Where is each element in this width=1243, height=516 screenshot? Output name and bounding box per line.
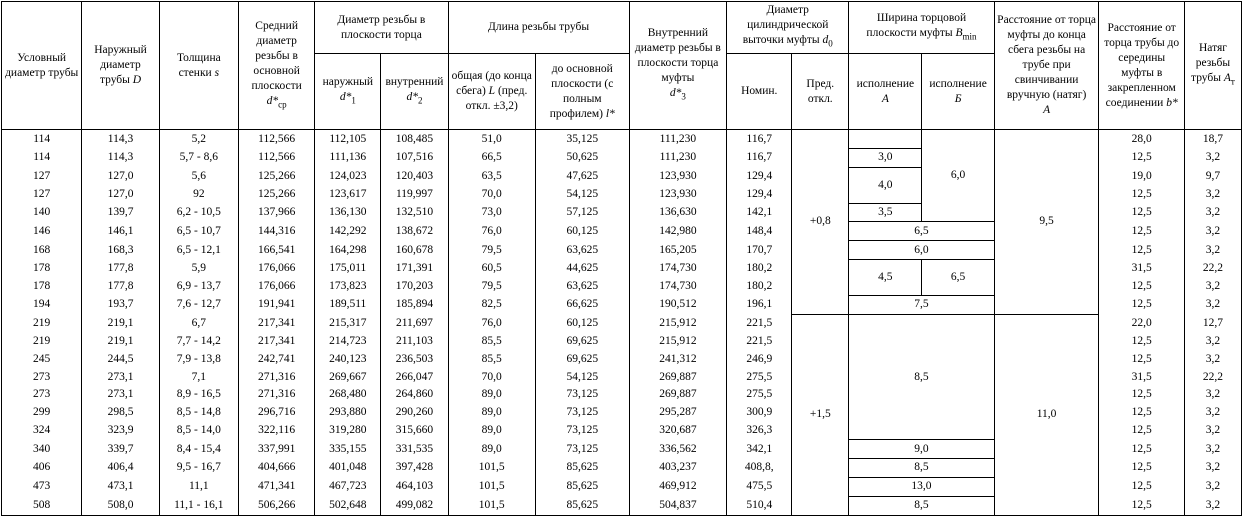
cell-wall: 8,4 - 15,4 <box>159 440 238 459</box>
cell-nominal: 273 <box>2 386 82 404</box>
cell-inner-d: 174,730 <box>629 278 727 296</box>
cell-mean-d: 337,991 <box>238 440 314 459</box>
cell-interference: 3,2 <box>1184 422 1241 440</box>
cell-inner-d: 136,630 <box>629 203 727 222</box>
cell-inner-d: 269,887 <box>629 386 727 404</box>
cell-inner-d: 504,837 <box>629 496 727 515</box>
cell-interference: 3,2 <box>1184 203 1241 222</box>
cell-bore-nom: 180,2 <box>727 260 792 278</box>
cell-thread-outer: 214,723 <box>315 332 381 350</box>
table-row <box>2 314 1242 332</box>
cell-distance-middle: 12,5 <box>1099 332 1184 350</box>
cell-interference: 3,2 <box>1184 185 1241 203</box>
cell-interference: 3,2 <box>1184 241 1241 260</box>
cell-face-width: 4,5 <box>849 260 922 296</box>
cell-thread-inner: 119,997 <box>381 185 448 203</box>
cell-interference: 3,2 <box>1184 296 1241 315</box>
cell-wall: 7,1 <box>159 368 238 386</box>
cell-interference: 22,2 <box>1184 368 1241 386</box>
cell-distance-middle: 12,5 <box>1099 222 1184 241</box>
cell-thread-inner: 171,391 <box>381 260 448 278</box>
cell-nominal: 245 <box>2 350 82 368</box>
cell-distance-middle: 12,5 <box>1099 148 1184 167</box>
cell-thread-inner: 120,403 <box>381 167 448 185</box>
cell-thread-inner: 107,516 <box>381 148 448 167</box>
cell-interference: 3,2 <box>1184 440 1241 459</box>
cell-mean-d: 296,716 <box>238 404 314 422</box>
cell-nominal: 406 <box>2 459 82 478</box>
cell-nominal: 168 <box>2 241 82 260</box>
cell-interference: 3,2 <box>1184 332 1241 350</box>
cell-inner-d: 403,237 <box>629 459 727 478</box>
cell-outer-d: 114,3 <box>82 148 159 167</box>
cell-len-base: 85,625 <box>535 477 629 496</box>
cell-face-width: 9,0 <box>849 440 994 459</box>
cell-mean-d: 471,341 <box>238 477 314 496</box>
cell-nominal: 127 <box>2 167 82 185</box>
cell-interference: 3,2 <box>1184 148 1241 167</box>
cell-mean-d: 176,066 <box>238 278 314 296</box>
cell-interference: 22,2 <box>1184 260 1241 278</box>
cell-outer-d: 168,3 <box>82 241 159 260</box>
cell-distance-middle: 12,5 <box>1099 296 1184 315</box>
cell-mean-d: 217,341 <box>238 332 314 350</box>
cell-inner-d: 142,980 <box>629 222 727 241</box>
cell-len-base: 60,125 <box>535 314 629 332</box>
cell-distance-middle: 12,5 <box>1099 496 1184 515</box>
cell-thread-outer: 215,317 <box>315 314 381 332</box>
cell-bore-nom: 116,7 <box>727 130 792 149</box>
table-row <box>2 130 1242 149</box>
cell-distance-middle: 19,0 <box>1099 167 1184 185</box>
thread-dimensions-table <box>1 1 1242 516</box>
cell-distance-thread-end: 9,5 <box>994 130 1099 315</box>
cell-len-base: 73,125 <box>535 422 629 440</box>
header-thread-length-group: Длина резьбы трубы <box>448 2 629 54</box>
cell-face-width: 8,5 <box>849 496 994 515</box>
cell-len-total: 79,5 <box>448 241 535 260</box>
cell-outer-d: 323,9 <box>82 422 159 440</box>
cell-mean-d: 112,566 <box>238 148 314 167</box>
cell-wall: 92 <box>159 185 238 203</box>
cell-distance-middle: 31,5 <box>1099 368 1184 386</box>
cell-thread-outer: 269,667 <box>315 368 381 386</box>
cell-face-width <box>849 130 922 149</box>
cell-mean-d: 176,066 <box>238 260 314 278</box>
cell-len-base: 44,625 <box>535 260 629 278</box>
table-header <box>2 2 1242 130</box>
cell-thread-outer: 142,292 <box>315 222 381 241</box>
header-bore-group: Диаметр цилиндрической выточки муфты $d_0$ <box>727 2 849 54</box>
cell-inner-d: 241,312 <box>629 350 727 368</box>
cell-mean-d: 404,666 <box>238 459 314 478</box>
cell-len-base: 63,625 <box>535 278 629 296</box>
cell-inner-d: 111,230 <box>629 130 727 149</box>
cell-interference: 3,2 <box>1184 477 1241 496</box>
cell-outer-d: 273,1 <box>82 386 159 404</box>
cell-outer-d: 177,8 <box>82 260 159 278</box>
cell-len-total: 89,0 <box>448 422 535 440</box>
cell-inner-d: 123,930 <box>629 185 727 203</box>
cell-bore-nom: 221,5 <box>727 332 792 350</box>
cell-face-width: 6,0 <box>849 241 994 260</box>
cell-thread-outer: 240,123 <box>315 350 381 368</box>
cell-thread-inner: 397,428 <box>381 459 448 478</box>
cell-wall: 7,7 - 14,2 <box>159 332 238 350</box>
cell-nominal: 194 <box>2 296 82 315</box>
cell-len-total: 63,5 <box>448 167 535 185</box>
cell-thread-outer: 112,105 <box>315 130 381 149</box>
cell-thread-outer: 173,823 <box>315 278 381 296</box>
cell-len-total: 51,0 <box>448 130 535 149</box>
cell-wall: 6,5 - 10,7 <box>159 222 238 241</box>
header-thread-outer: наружный $d*_1$ <box>315 54 381 130</box>
cell-inner-d: 123,930 <box>629 167 727 185</box>
cell-len-base: 63,625 <box>535 241 629 260</box>
cell-thread-inner: 108,485 <box>381 130 448 149</box>
cell-bore-nom: 275,5 <box>727 386 792 404</box>
cell-thread-inner: 138,672 <box>381 222 448 241</box>
cell-len-base: 54,125 <box>535 185 629 203</box>
cell-bore-nom: 116,7 <box>727 148 792 167</box>
cell-nominal: 340 <box>2 440 82 459</box>
header-bore-nominal: Номин. <box>727 54 792 130</box>
cell-thread-inner: 211,697 <box>381 314 448 332</box>
cell-face-width: 6,5 <box>849 222 994 241</box>
cell-interference: 3,2 <box>1184 459 1241 478</box>
cell-outer-d: 273,1 <box>82 368 159 386</box>
cell-len-total: 70,0 <box>448 368 535 386</box>
cell-inner-d: 295,287 <box>629 404 727 422</box>
cell-len-base: 73,125 <box>535 404 629 422</box>
cell-nominal: 114 <box>2 148 82 167</box>
cell-interference: 3,2 <box>1184 222 1241 241</box>
cell-len-total: 76,0 <box>448 222 535 241</box>
cell-outer-d: 298,5 <box>82 404 159 422</box>
cell-distance-middle: 12,5 <box>1099 386 1184 404</box>
header-distance-thread-end: Расстояние от торца муфты до конца сбега резьбы на трубе при свинчивании вручную (натяг) A <box>994 2 1099 130</box>
cell-inner-d: 320,687 <box>629 422 727 440</box>
cell-len-base: 66,625 <box>535 296 629 315</box>
cell-inner-d: 165,205 <box>629 241 727 260</box>
cell-thread-inner: 132,510 <box>381 203 448 222</box>
header-mean-diameter: Средний диаметр резьбы в основной плоскости $d*_{ср}$ <box>238 2 314 130</box>
cell-bore-nom: 221,5 <box>727 314 792 332</box>
cell-len-base: 60,125 <box>535 222 629 241</box>
header-face-b: исполнение Б <box>922 54 994 130</box>
cell-outer-d: 508,0 <box>82 496 159 515</box>
cell-mean-d: 112,566 <box>238 130 314 149</box>
cell-nominal: 114 <box>2 130 82 149</box>
cell-thread-outer: 123,617 <box>315 185 381 203</box>
cell-face-width: 8,5 <box>849 459 994 478</box>
cell-outer-d: 219,1 <box>82 332 159 350</box>
cell-bore-nom: 246,9 <box>727 350 792 368</box>
cell-mean-d: 137,966 <box>238 203 314 222</box>
cell-mean-d: 125,266 <box>238 185 314 203</box>
cell-inner-d: 215,912 <box>629 332 727 350</box>
cell-len-total: 85,5 <box>448 350 535 368</box>
cell-bore-nom: 129,4 <box>727 167 792 185</box>
cell-face-width: 6,0 <box>922 130 994 222</box>
cell-bore-nom: 170,7 <box>727 241 792 260</box>
cell-nominal: 299 <box>2 404 82 422</box>
cell-outer-d: 339,7 <box>82 440 159 459</box>
cell-wall: 6,5 - 12,1 <box>159 241 238 260</box>
cell-len-base: 69,625 <box>535 350 629 368</box>
cell-nominal: 178 <box>2 278 82 296</box>
cell-thread-outer: 124,023 <box>315 167 381 185</box>
cell-len-total: 73,0 <box>448 203 535 222</box>
cell-face-width: 3,5 <box>849 203 922 222</box>
cell-inner-d: 336,562 <box>629 440 727 459</box>
cell-outer-d: 473,1 <box>82 477 159 496</box>
cell-face-width: 13,0 <box>849 477 994 496</box>
cell-thread-outer: 319,280 <box>315 422 381 440</box>
cell-len-base: 47,625 <box>535 167 629 185</box>
cell-thread-inner: 264,860 <box>381 386 448 404</box>
cell-mean-d: 271,316 <box>238 386 314 404</box>
cell-wall: 7,6 - 12,7 <box>159 296 238 315</box>
header-face-a: исполнение А <box>849 54 922 130</box>
cell-distance-middle: 12,5 <box>1099 404 1184 422</box>
cell-bore-nom: 475,5 <box>727 477 792 496</box>
cell-distance-middle: 28,0 <box>1099 130 1184 149</box>
cell-face-width: 3,0 <box>849 148 922 167</box>
cell-len-total: 66,5 <box>448 148 535 167</box>
cell-face-width: 7,5 <box>849 296 994 315</box>
cell-thread-inner: 185,894 <box>381 296 448 315</box>
cell-bore-nom: 326,3 <box>727 422 792 440</box>
cell-wall: 7,9 - 13,8 <box>159 350 238 368</box>
cell-distance-middle: 12,5 <box>1099 241 1184 260</box>
cell-nominal: 324 <box>2 422 82 440</box>
cell-len-base: 73,125 <box>535 386 629 404</box>
cell-nominal: 219 <box>2 332 82 350</box>
cell-inner-d: 269,887 <box>629 368 727 386</box>
cell-mean-d: 322,116 <box>238 422 314 440</box>
header-interference: Натяг резьбы трубы $A_т$ <box>1184 2 1241 130</box>
cell-wall: 6,7 <box>159 314 238 332</box>
cell-distance-middle: 12,5 <box>1099 203 1184 222</box>
cell-nominal: 140 <box>2 203 82 222</box>
cell-interference: 3,2 <box>1184 350 1241 368</box>
cell-bore-nom: 129,4 <box>727 185 792 203</box>
cell-len-base: 54,125 <box>535 368 629 386</box>
cell-mean-d: 506,266 <box>238 496 314 515</box>
cell-bore-nom: 510,4 <box>727 496 792 515</box>
cell-thread-outer: 401,048 <box>315 459 381 478</box>
cell-len-total: 89,0 <box>448 404 535 422</box>
cell-distance-middle: 12,5 <box>1099 422 1184 440</box>
header-thread-inner: внутренний $d*_2$ <box>381 54 448 130</box>
cell-len-base: 50,625 <box>535 148 629 167</box>
cell-len-total: 101,5 <box>448 496 535 515</box>
cell-len-total: 85,5 <box>448 332 535 350</box>
cell-len-total: 70,0 <box>448 185 535 203</box>
cell-thread-outer: 502,648 <box>315 496 381 515</box>
cell-len-total: 60,5 <box>448 260 535 278</box>
cell-mean-d: 166,541 <box>238 241 314 260</box>
cell-wall: 5,2 <box>159 130 238 149</box>
cell-bore-nom: 342,1 <box>727 440 792 459</box>
cell-thread-outer: 136,130 <box>315 203 381 222</box>
cell-len-base: 85,625 <box>535 496 629 515</box>
cell-thread-outer: 268,480 <box>315 386 381 404</box>
header-inner-diameter: Внутренний диаметр резьбы в плоскости торца муфты $d*_3$ <box>629 2 727 130</box>
cell-thread-inner: 464,103 <box>381 477 448 496</box>
cell-thread-inner: 499,082 <box>381 496 448 515</box>
cell-len-total: 82,5 <box>448 296 535 315</box>
cell-bore-tolerance: +0,8 <box>792 130 849 315</box>
header-bore-tolerance: Пред. откл. <box>792 54 849 130</box>
cell-thread-inner: 266,047 <box>381 368 448 386</box>
cell-distance-thread-end: 11,0 <box>994 314 1099 515</box>
cell-thread-outer: 175,011 <box>315 260 381 278</box>
cell-len-total: 76,0 <box>448 314 535 332</box>
cell-bore-nom: 275,5 <box>727 368 792 386</box>
cell-distance-middle: 12,5 <box>1099 350 1184 368</box>
cell-thread-inner: 160,678 <box>381 241 448 260</box>
cell-outer-d: 127,0 <box>82 167 159 185</box>
cell-wall: 9,5 - 16,7 <box>159 459 238 478</box>
cell-nominal: 127 <box>2 185 82 203</box>
cell-wall: 6,9 - 13,7 <box>159 278 238 296</box>
cell-distance-middle: 12,5 <box>1099 477 1184 496</box>
cell-wall: 8,5 - 14,0 <box>159 422 238 440</box>
cell-len-base: 69,625 <box>535 332 629 350</box>
cell-bore-nom: 148,4 <box>727 222 792 241</box>
cell-thread-outer: 293,880 <box>315 404 381 422</box>
cell-wall: 5,6 <box>159 167 238 185</box>
cell-interference: 3,2 <box>1184 278 1241 296</box>
cell-thread-inner: 315,660 <box>381 422 448 440</box>
header-length-base: до основной плоскости (с полным профилем) l* <box>535 54 629 130</box>
cell-len-total: 79,5 <box>448 278 535 296</box>
cell-outer-d: 114,3 <box>82 130 159 149</box>
cell-bore-nom: 142,1 <box>727 203 792 222</box>
cell-len-total: 89,0 <box>448 440 535 459</box>
cell-inner-d: 469,912 <box>629 477 727 496</box>
cell-mean-d: 144,316 <box>238 222 314 241</box>
cell-mean-d: 242,741 <box>238 350 314 368</box>
cell-face-width: 6,5 <box>922 260 994 296</box>
cell-inner-d: 174,730 <box>629 260 727 278</box>
cell-bore-nom: 196,1 <box>727 296 792 315</box>
cell-interference: 9,7 <box>1184 167 1241 185</box>
cell-len-total: 101,5 <box>448 477 535 496</box>
cell-outer-d: 177,8 <box>82 278 159 296</box>
cell-wall: 11,1 - 16,1 <box>159 496 238 515</box>
cell-interference: 3,2 <box>1184 404 1241 422</box>
table-body <box>2 130 1242 516</box>
cell-len-base: 57,125 <box>535 203 629 222</box>
cell-thread-outer: 189,511 <box>315 296 381 315</box>
cell-len-base: 85,625 <box>535 459 629 478</box>
cell-inner-d: 190,512 <box>629 296 727 315</box>
cell-bore-nom: 408,8, <box>727 459 792 478</box>
header-outer-diameter: Наружный диаметр трубы D <box>82 2 159 130</box>
cell-mean-d: 125,266 <box>238 167 314 185</box>
cell-outer-d: 219,1 <box>82 314 159 332</box>
header-face-width-group: Ширина торцовой плоскости муфты $B_{min}$ <box>849 2 994 54</box>
cell-distance-middle: 12,5 <box>1099 440 1184 459</box>
cell-len-total: 101,5 <box>448 459 535 478</box>
cell-len-base: 73,125 <box>535 440 629 459</box>
cell-mean-d: 217,341 <box>238 314 314 332</box>
header-distance-middle: Расстояние от торца трубы до середины муфты в закрепленном соединении b* <box>1099 2 1184 130</box>
cell-inner-d: 215,912 <box>629 314 727 332</box>
cell-wall: 8,9 - 16,5 <box>159 386 238 404</box>
cell-outer-d: 193,7 <box>82 296 159 315</box>
cell-len-base: 35,125 <box>535 130 629 149</box>
cell-mean-d: 271,316 <box>238 368 314 386</box>
cell-distance-middle: 12,5 <box>1099 459 1184 478</box>
cell-thread-inner: 290,260 <box>381 404 448 422</box>
cell-mean-d: 191,941 <box>238 296 314 315</box>
header-length-total: общая (до конца сбега) L (пред. откл. ±3,2) <box>448 54 535 130</box>
cell-nominal: 273 <box>2 368 82 386</box>
cell-inner-d: 111,230 <box>629 148 727 167</box>
cell-wall: 5,7 - 8,6 <box>159 148 238 167</box>
cell-bore-nom: 180,2 <box>727 278 792 296</box>
cell-thread-outer: 164,298 <box>315 241 381 260</box>
header-thread-diameter-group: Диаметр резьбы в плоскости торца <box>315 2 448 54</box>
cell-distance-middle: 31,5 <box>1099 260 1184 278</box>
cell-nominal: 508 <box>2 496 82 515</box>
cell-outer-d: 244,5 <box>82 350 159 368</box>
cell-distance-middle: 22,0 <box>1099 314 1184 332</box>
cell-bore-tolerance: +1,5 <box>792 314 849 515</box>
cell-len-total: 89,0 <box>448 386 535 404</box>
cell-thread-inner: 331,535 <box>381 440 448 459</box>
cell-nominal: 473 <box>2 477 82 496</box>
cell-nominal: 146 <box>2 222 82 241</box>
cell-interference: 3,2 <box>1184 386 1241 404</box>
cell-outer-d: 146,1 <box>82 222 159 241</box>
cell-interference: 3,2 <box>1184 496 1241 515</box>
cell-face-width: 8,5 <box>849 314 994 439</box>
cell-thread-outer: 111,136 <box>315 148 381 167</box>
cell-distance-middle: 12,5 <box>1099 278 1184 296</box>
header-nominal-diameter: Условный диаметр трубы <box>2 2 82 130</box>
cell-outer-d: 406,4 <box>82 459 159 478</box>
cell-nominal: 178 <box>2 260 82 278</box>
cell-wall: 11,1 <box>159 477 238 496</box>
cell-thread-inner: 211,103 <box>381 332 448 350</box>
cell-outer-d: 139,7 <box>82 203 159 222</box>
cell-nominal: 219 <box>2 314 82 332</box>
header-wall-thickness: Толщина стенки s <box>159 2 238 130</box>
cell-face-width: 4,0 <box>849 167 922 203</box>
cell-thread-inner: 170,203 <box>381 278 448 296</box>
cell-interference: 18,7 <box>1184 130 1241 149</box>
cell-thread-outer: 467,723 <box>315 477 381 496</box>
cell-thread-inner: 236,503 <box>381 350 448 368</box>
cell-outer-d: 127,0 <box>82 185 159 203</box>
cell-distance-middle: 12,5 <box>1099 185 1184 203</box>
cell-interference: 12,7 <box>1184 314 1241 332</box>
cell-wall: 6,2 - 10,5 <box>159 203 238 222</box>
cell-bore-nom: 300,9 <box>727 404 792 422</box>
cell-wall: 8,5 - 14,8 <box>159 404 238 422</box>
cell-thread-outer: 335,155 <box>315 440 381 459</box>
cell-wall: 5,9 <box>159 260 238 278</box>
